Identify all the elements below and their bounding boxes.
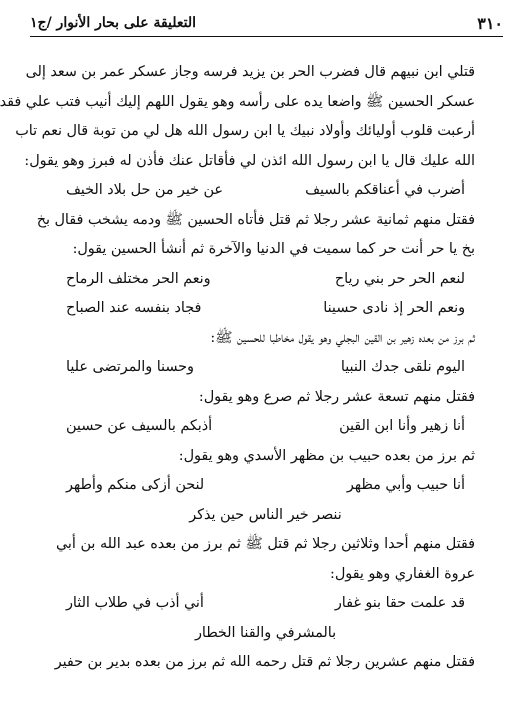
prose-line: فقتل منهم ثمانية عشر رجلا ثم قتل فأتاه الحسين ﷺ ودمه يشخب فقال بخ <box>36 211 475 228</box>
prose-line: عروة الغفاري وهو يقول: <box>330 565 475 582</box>
verse-right-hemistich: لنعم الحر حر بني رياح <box>334 270 465 287</box>
verse-line <box>56 471 475 501</box>
verse-single-line: ننصر خير الناس حين يذكر <box>189 506 342 523</box>
running-title: التعليقة على بحار الأنوار /ج١ <box>30 15 197 31</box>
prose-line: عسكر الحسين ﷺ واضعا يده على رأسه وهو يقول اللهم إليك أنيب فتب علي فقد <box>0 93 475 110</box>
verse-left-hemistich: لنحن أزكى منكم وأطهر <box>66 477 205 493</box>
verse-right-hemistich: اليوم نلقى جدك النبيا <box>340 359 465 375</box>
verse-left-hemistich: وحسنا والمرتضى عليا <box>66 359 194 375</box>
header-rule <box>30 36 503 37</box>
verse-left-hemistich: فجاد بنفسه عند الصباح <box>66 300 202 316</box>
prose-line: فقتل منهم تسعة عشر رجلا ثم صرع وهو يقول: <box>198 388 475 405</box>
verse-line <box>56 294 475 324</box>
verse-left-hemistich: أذبكم بالسيف عن حسين <box>66 418 213 434</box>
verse-single-line: بالمشرفي والقنا الخطار <box>194 624 337 641</box>
verse-right-hemistich: أنا حبيب وأبي مظهر <box>346 477 465 493</box>
verse-line <box>56 412 475 442</box>
prose-line: أرعبت قلوب أوليائك وأولاد نبيك يا ابن رسول الله هل لي من توبة قال نعم تاب <box>15 123 475 139</box>
verse-right-hemistich: ونعم الحر إذ نادى حسينا <box>323 300 465 316</box>
verse-left-hemistich: ونعم الحر مختلف الرماح <box>66 270 211 287</box>
verse-line <box>56 353 475 383</box>
verse-left-hemistich: أني أذب في طلاب الثار <box>66 595 204 611</box>
prose-line: فقتل منهم عشرين رجلا ثم قتل رحمه الله ثم برز من بعده بدير بن حفير <box>54 654 475 670</box>
verse-line <box>56 265 475 295</box>
prose-line: قتلي ابن نبيهم قال فضرب الحر بن يزيد فرسه وجاز عسكر عمر بن سعد إلى <box>25 64 475 80</box>
verse-right-hemistich: قد علمت حقا بنو غفار <box>334 595 465 611</box>
page-header <box>30 10 503 36</box>
prose-line: ثم برز من بعده حبيب بن مظهر الأسدي وهو يقول: <box>178 447 475 464</box>
prose-line: بخ يا حر أنت حر كما سميت في الدنيا والآخرة ثم أنشأ الحسين يقول: <box>72 241 475 257</box>
prose-line: الله عليك قال يا ابن رسول الله ائذن لي فأقاتل عنك فأذن له فبرز وهو يقول: <box>24 152 475 169</box>
prose-line: فقتل منهم أحدا وثلاثين رجلا ثم قتل ﷺ ثم برز من بعده عبد الله بن أبي <box>56 536 475 552</box>
prose-line: ثم برز من بعده زهير بن القين البجلي وهو يقول مخاطبا للحسين ﷺ: <box>210 329 475 346</box>
verse-left-hemistich: عن خير من حل بلاد الخيف <box>66 182 223 198</box>
text-body <box>0 58 475 678</box>
verse-right-hemistich: أنا زهير وأنا ابن القين <box>339 418 465 434</box>
page-number: ٣١٠ <box>477 13 503 33</box>
verse-line <box>56 176 475 206</box>
verse-right-hemistich: أضرب في أعناقكم بالسيف <box>305 182 465 198</box>
verse-line <box>56 589 475 619</box>
